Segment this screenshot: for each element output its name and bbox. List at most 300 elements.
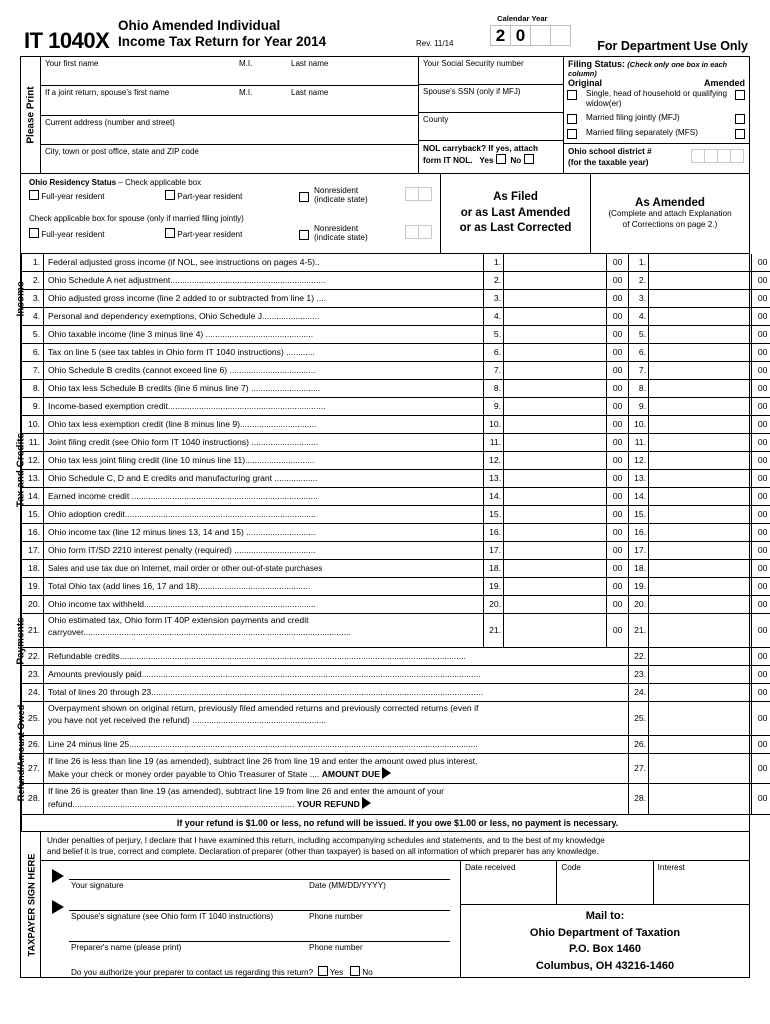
line-number: 15. <box>22 506 44 523</box>
as-amended-input[interactable] <box>649 488 751 505</box>
as-filed-amount-cell[interactable] <box>483 452 628 469</box>
as-amended-line-number: 14. <box>629 488 649 505</box>
as-amended-amount-cell[interactable] <box>628 470 770 487</box>
as-amended-line-number: 5. <box>629 326 649 343</box>
as-filed-amount-cell[interactable] <box>483 272 628 289</box>
as-amended-amount-cell[interactable] <box>628 754 770 783</box>
mfs-amended-checkbox[interactable] <box>735 129 745 139</box>
as-filed-cents: 00 <box>606 254 628 271</box>
as-amended-cents: 00 <box>751 398 770 415</box>
table-row <box>22 784 770 814</box>
table-row <box>22 434 770 452</box>
line-text: Ohio Schedule B credits (cannot exceed line 6) <box>48 365 228 375</box>
line-number: 4. <box>22 308 44 325</box>
as-amended-input[interactable] <box>649 754 751 783</box>
table-row <box>22 326 770 344</box>
filing-status-option-single[interactable] <box>564 89 749 112</box>
line-number: 24. <box>22 684 44 701</box>
first-name-row[interactable] <box>41 57 418 86</box>
line-text: Income-based exemption credit <box>48 401 168 411</box>
as-filed-amount-cell[interactable] <box>483 596 628 613</box>
authorize-preparer-row[interactable] <box>47 960 460 977</box>
as-filed-cents: 00 <box>606 596 628 613</box>
as-filed-amount-cell[interactable] <box>483 362 628 379</box>
as-amended-line-number: 16. <box>629 524 649 541</box>
as-amended-input[interactable] <box>649 702 751 735</box>
table-row <box>22 614 770 648</box>
spouse-partyear-label: Part-year resident <box>177 230 243 239</box>
as-amended-input[interactable] <box>649 362 751 379</box>
line-description <box>44 398 483 415</box>
as-filed-input[interactable] <box>504 308 606 325</box>
table-row <box>22 488 770 506</box>
spouse-state-char-1[interactable] <box>405 225 419 239</box>
as-amended-amount-cell[interactable] <box>628 506 770 523</box>
as-filed-input[interactable] <box>504 290 606 307</box>
as-amended-amount-cell[interactable] <box>628 416 770 433</box>
filing-status-note: (Check only one box in each column) <box>568 60 728 78</box>
table-row <box>22 362 770 380</box>
as-amended-input[interactable] <box>649 596 751 613</box>
spouse-fullyear-checkbox[interactable] <box>29 228 39 238</box>
as-amended-amount-cell[interactable] <box>628 596 770 613</box>
line-number: 5. <box>22 326 44 343</box>
nol-yes-checkbox[interactable] <box>496 154 506 164</box>
as-amended-line-number: 9. <box>629 398 649 415</box>
as-amended-amount-cell[interactable] <box>628 684 770 701</box>
taxpayer-nonresident-label-1: Nonresident <box>314 186 359 195</box>
table-row <box>22 542 770 560</box>
line-description <box>44 578 483 595</box>
as-filed-blank-cell <box>483 754 628 783</box>
as-amended-amount-cell[interactable] <box>628 648 770 665</box>
as-filed-cents: 00 <box>606 344 628 361</box>
as-filed-blank-cell <box>483 648 628 665</box>
as-filed-amount-cell[interactable] <box>483 254 628 271</box>
as-filed-blank-cell <box>483 666 628 683</box>
spouse-partyear-option[interactable] <box>165 228 242 239</box>
as-amended-line-number: 15. <box>629 506 649 523</box>
line-text: Ohio Schedule C, D and E credits and manufacturing grant <box>48 473 273 483</box>
as-filed-amount-cell[interactable] <box>483 470 628 487</box>
signature-rule <box>69 879 450 880</box>
department-use-block <box>461 861 749 977</box>
as-amended-line-number: 25. <box>629 702 649 735</box>
as-amended-amount-cell[interactable] <box>628 272 770 289</box>
mail-to-agency: Ohio Department of Taxation <box>529 926 681 939</box>
as-amended-amount-cell[interactable] <box>628 434 770 451</box>
calendar-year-digit-1[interactable]: 2 <box>490 25 511 46</box>
as-amended-line-number: 11. <box>629 434 649 451</box>
line-number: 8. <box>22 380 44 397</box>
line-dots: .... <box>314 293 327 303</box>
single-original-checkbox[interactable] <box>567 90 577 100</box>
as-filed-amount-cell[interactable] <box>483 416 628 433</box>
as-filed-input[interactable] <box>504 614 606 647</box>
perjury-line-1: Under penalties of perjury, I declare that I have examined this return, including accompanying schedules and statements, and to the best of my knowledge <box>47 836 605 845</box>
as-filed-amount-cell[interactable] <box>483 614 628 647</box>
line-description <box>44 416 483 433</box>
as-filed-cents: 00 <box>606 524 628 541</box>
filing-status-option-mfj[interactable] <box>564 113 749 128</box>
line-dots: ................................................................................................................................................. <box>119 651 466 661</box>
as-amended-input[interactable] <box>649 648 751 665</box>
line-number: 1. <box>22 254 44 271</box>
as-filed-input[interactable] <box>504 398 606 415</box>
spouse-state-boxes[interactable] <box>405 225 431 239</box>
school-district-row[interactable] <box>564 143 749 173</box>
taxpayer-info-section <box>20 56 750 174</box>
calendar-year-digit-2[interactable]: 0 <box>510 25 531 46</box>
as-amended-amount-cell[interactable] <box>628 452 770 469</box>
line-text: Refundable credits <box>48 651 120 661</box>
address-row[interactable] <box>41 116 418 145</box>
as-filed-amount-cell[interactable] <box>483 380 628 397</box>
line-description <box>44 434 483 451</box>
as-filed-line-number: 6. <box>484 344 504 361</box>
spouse-residency-note: Check applicable box for spouse (only if married filing jointly) <box>29 214 244 223</box>
as-filed-input[interactable] <box>504 596 606 613</box>
taxpayer-fullyear-option[interactable] <box>29 190 105 201</box>
as-filed-amount-cell[interactable] <box>483 560 628 577</box>
section-income-label: Income <box>15 280 27 317</box>
spouse-nonresident-checkbox[interactable] <box>299 230 309 240</box>
line-description <box>44 344 483 361</box>
as-amended-line-number: 8. <box>629 380 649 397</box>
spouse-nonresident-label-2: (indicate state) <box>314 233 368 243</box>
as-filed-cents: 00 <box>606 470 628 487</box>
line-description <box>44 784 483 814</box>
as-amended-input[interactable] <box>649 254 751 271</box>
school-district-label-1: Ohio school district # <box>568 146 652 156</box>
taxpayer-nonresident-label-2: (indicate state) <box>314 195 368 205</box>
as-amended-input[interactable] <box>649 380 751 397</box>
mail-to-label: Mail to: <box>585 910 625 923</box>
as-amended-amount-cell[interactable] <box>628 344 770 361</box>
line-number: 2. <box>22 272 44 289</box>
table-row <box>22 452 770 470</box>
mfs-original-checkbox[interactable] <box>567 129 577 139</box>
as-filed-line-number: 14. <box>484 488 504 505</box>
single-amended-checkbox[interactable] <box>735 90 745 100</box>
nol-carryback-row[interactable] <box>419 141 563 173</box>
mfj-amended-checkbox[interactable] <box>735 114 745 124</box>
as-amended-amount-cell[interactable] <box>628 308 770 325</box>
preparer-name-line[interactable] <box>47 929 460 960</box>
taxpayer-sign-sidebar <box>21 832 41 977</box>
signature-fields <box>41 861 461 977</box>
as-filed-input[interactable] <box>504 380 606 397</box>
taxpayer-fullyear-checkbox[interactable] <box>29 190 39 200</box>
as-filed-blank-cell <box>483 702 628 735</box>
nol-yes-label: Yes <box>479 156 494 166</box>
as-amended-input[interactable] <box>649 666 751 683</box>
interest-label: Interest <box>657 863 685 873</box>
your-signature-line[interactable] <box>47 867 460 898</box>
interest-cell[interactable] <box>654 861 749 904</box>
as-amended-amount-cell[interactable] <box>628 380 770 397</box>
mi-label-2: M.I. <box>239 88 253 98</box>
as-filed-blank-cell <box>483 736 628 753</box>
line-dots: .................................................................. <box>167 401 326 411</box>
as-amended-amount-cell[interactable] <box>628 578 770 595</box>
as-amended-amount-cell[interactable] <box>628 362 770 379</box>
code-cell[interactable] <box>557 861 653 904</box>
table-row <box>22 254 770 272</box>
residency-spouse-row[interactable] <box>27 226 440 248</box>
as-filed-input[interactable] <box>504 254 606 271</box>
line-text: Ohio income tax (line 12 minus lines 13, 14 and 15) <box>48 527 244 537</box>
line-number: 19. <box>22 578 44 595</box>
county-row[interactable] <box>419 113 563 141</box>
table-row <box>22 596 770 614</box>
taxpayer-nonresident-option[interactable] <box>299 186 368 205</box>
as-amended-amount-cell[interactable] <box>628 736 770 753</box>
as-filed-amount-cell[interactable] <box>483 488 628 505</box>
table-row <box>22 648 770 666</box>
spouse-partyear-checkbox[interactable] <box>165 228 175 238</box>
line-description <box>44 362 483 379</box>
as-amended-input[interactable] <box>649 684 751 701</box>
department-fields-row <box>461 861 749 905</box>
as-amended-line-number: 12. <box>629 452 649 469</box>
spouse-first-name-row[interactable] <box>41 86 418 115</box>
as-filed-line-number: 20. <box>484 596 504 613</box>
as-amended-input[interactable] <box>649 560 751 577</box>
as-amended-input[interactable] <box>649 614 751 647</box>
signature-body <box>41 832 749 977</box>
as-filed-amount-cell[interactable] <box>483 344 628 361</box>
spouse-state-char-2[interactable] <box>418 225 432 239</box>
as-filed-input[interactable] <box>504 434 606 451</box>
as-amended-input[interactable] <box>649 506 751 523</box>
calendar-year-digit-4[interactable] <box>550 25 571 46</box>
taxpayer-nonresident-checkbox[interactable] <box>299 192 309 202</box>
line-text: If line 26 is less than line 19 (as amended), subtract line 26 from line 19 and enter the amount owed plus interest. Make your check or money order payable to Ohio Treasurer of State .... <box>48 756 478 780</box>
as-amended-input[interactable] <box>649 434 751 451</box>
as-filed-input[interactable] <box>504 344 606 361</box>
as-amended-input[interactable] <box>649 398 751 415</box>
as-amended-cents: 00 <box>751 326 770 343</box>
residency-title-rest: – Check applicable box <box>118 178 202 187</box>
line-text: Ohio income tax withheld <box>48 599 145 609</box>
authorize-yes-label: Yes <box>329 968 344 978</box>
as-filed-blank-cell <box>483 784 628 814</box>
line-number: 23. <box>22 666 44 683</box>
date-received-cell[interactable] <box>461 861 557 904</box>
perjury-line-2: and belief it is true, correct and complete. Declaration of preparer (other than taxpayer) is based on all information of which preparer has any knowledge. <box>47 847 599 857</box>
as-amended-input[interactable] <box>649 326 751 343</box>
table-row <box>22 754 770 784</box>
as-filed-input[interactable] <box>504 326 606 343</box>
line-description <box>44 560 483 577</box>
as-amended-amount-cell[interactable] <box>628 524 770 541</box>
as-amended-line-number: 19. <box>629 578 649 595</box>
taxpayer-partyear-option[interactable] <box>165 190 242 201</box>
nol-no-label: No <box>510 156 522 166</box>
as-amended-input[interactable] <box>649 524 751 541</box>
as-filed-amount-cell[interactable] <box>483 308 628 325</box>
authorize-yes-checkbox[interactable] <box>318 966 328 976</box>
as-amended-input[interactable] <box>649 416 751 433</box>
as-filed-cents: 00 <box>606 272 628 289</box>
line-description <box>44 290 483 307</box>
as-amended-amount-cell[interactable] <box>628 326 770 343</box>
school-district-boxes[interactable] <box>691 149 743 163</box>
line-text: Amounts previously paid <box>48 669 142 679</box>
name-address-column <box>41 57 419 173</box>
line-number: 18. <box>22 560 44 577</box>
as-filed-input[interactable] <box>504 416 606 433</box>
table-row <box>22 524 770 542</box>
table-row <box>22 666 770 684</box>
as-amended-cents: 00 <box>751 578 770 595</box>
calendar-year-boxes[interactable] <box>490 25 570 46</box>
section-tax-credits-label: Tax and Credits <box>15 432 27 507</box>
spouse-fullyear-option[interactable] <box>29 228 105 239</box>
taxpayer-state-boxes[interactable] <box>405 187 431 201</box>
nol-line1: NOL carryback? If yes, attach <box>423 144 538 153</box>
nol-no-checkbox[interactable] <box>524 154 534 164</box>
as-filed-line-number: 8. <box>484 380 504 397</box>
residency-title-bold: Ohio Residency Status <box>29 178 117 187</box>
as-amended-cents: 00 <box>751 648 770 665</box>
school-district-digit-3[interactable] <box>717 149 731 163</box>
as-filed-amount-cell[interactable] <box>483 326 628 343</box>
as-amended-amount-cell[interactable] <box>628 702 770 735</box>
as-amended-cents: 00 <box>751 524 770 541</box>
line-dots: .............................................................................. <box>129 491 318 501</box>
line-dots: ............ <box>283 347 315 357</box>
as-amended-cents: 00 <box>751 470 770 487</box>
as-filed-amount-cell[interactable] <box>483 578 628 595</box>
line-description <box>44 452 483 469</box>
as-amended-line-number: 6. <box>629 344 649 361</box>
as-amended-cents: 00 <box>751 542 770 559</box>
as-amended-amount-cell[interactable] <box>628 290 770 307</box>
as-amended-amount-cell[interactable] <box>628 488 770 505</box>
as-amended-input[interactable] <box>649 470 751 487</box>
taxpayer-partyear-checkbox[interactable] <box>165 190 175 200</box>
as-amended-amount-cell[interactable] <box>628 542 770 559</box>
as-amended-input[interactable] <box>649 578 751 595</box>
as-filed-input[interactable] <box>504 488 606 505</box>
as-amended-amount-cell[interactable] <box>628 614 770 647</box>
school-district-digit-2[interactable] <box>704 149 718 163</box>
line-dots: .................................... <box>227 365 316 375</box>
city-state-zip-row[interactable] <box>41 145 418 173</box>
as-amended-amount-cell[interactable] <box>628 254 770 271</box>
as-amended-input[interactable] <box>649 542 751 559</box>
spouse-ssn-row[interactable] <box>419 85 563 113</box>
as-amended-input[interactable] <box>649 308 751 325</box>
as-amended-amount-cell[interactable] <box>628 398 770 415</box>
as-filed-line-number: 15. <box>484 506 504 523</box>
ssn-row[interactable] <box>419 57 563 85</box>
mi-label-1: M.I. <box>239 59 253 68</box>
as-amended-input[interactable] <box>649 736 751 753</box>
as-amended-input[interactable] <box>649 452 751 469</box>
as-filed-line-number: 19. <box>484 578 504 595</box>
filing-status-option-mfs[interactable] <box>564 128 749 143</box>
line-number: 11. <box>22 434 44 451</box>
school-district-digit-1[interactable] <box>691 149 705 163</box>
your-refund-emphasis: YOUR REFUND <box>296 799 360 810</box>
code-label: Code <box>561 863 581 873</box>
residency-taxpayer-row[interactable] <box>27 188 440 210</box>
calendar-year-digit-3[interactable] <box>530 25 551 46</box>
school-district-digit-4[interactable] <box>730 149 744 163</box>
as-filed-line3: or as Last Corrected <box>459 222 572 235</box>
as-filed-input[interactable] <box>504 362 606 379</box>
filing-status-title: Filing Status: <box>568 59 625 69</box>
mfj-original-checkbox[interactable] <box>567 114 577 124</box>
nol-line2: form IT NOL. <box>423 156 473 166</box>
taxpayer-state-char-2[interactable] <box>418 187 432 201</box>
as-filed-input[interactable] <box>504 506 606 523</box>
form-title-line2: Income Tax Return for Year 2014 <box>118 33 327 49</box>
as-filed-amount-cell[interactable] <box>483 398 628 415</box>
as-filed-amount-cell[interactable] <box>483 524 628 541</box>
as-filed-amount-cell[interactable] <box>483 434 628 451</box>
spouse-nonresident-option[interactable] <box>299 224 368 243</box>
mfj-option-label: Married filing jointly (MFJ) <box>586 112 680 122</box>
as-filed-input[interactable] <box>504 542 606 559</box>
as-amended-input[interactable] <box>649 290 751 307</box>
authorize-no-checkbox[interactable] <box>350 966 360 976</box>
as-filed-input[interactable] <box>504 524 606 541</box>
as-filed-amount-cell[interactable] <box>483 290 628 307</box>
as-filed-input[interactable] <box>504 578 606 595</box>
as-filed-amount-cell[interactable] <box>483 542 628 559</box>
your-signature-label: Your signature <box>71 881 124 891</box>
as-amended-cents: 00 <box>751 666 770 683</box>
as-amended-cents: 00 <box>751 434 770 451</box>
as-filed-cents: 00 <box>606 452 628 469</box>
as-filed-input[interactable] <box>504 560 606 577</box>
as-amended-title: As Amended <box>635 196 705 209</box>
as-filed-cents: 00 <box>606 434 628 451</box>
form-title <box>118 18 326 50</box>
as-amended-amount-cell[interactable] <box>628 784 770 814</box>
line-text: Ohio tax less joint filing credit (line 10 minus line 11) <box>48 455 246 465</box>
as-amended-line-number: 13. <box>629 470 649 487</box>
as-filed-input[interactable] <box>504 470 606 487</box>
as-amended-input[interactable] <box>649 784 751 814</box>
ssn-column <box>419 57 564 173</box>
as-amended-input[interactable] <box>649 272 751 289</box>
line-dots: .................................................................................................................................................. <box>129 739 478 749</box>
line-text: Total Ohio tax (add lines 16, 17 and 18) <box>48 581 199 591</box>
as-filed-input[interactable] <box>504 452 606 469</box>
as-filed-amount-cell[interactable] <box>483 506 628 523</box>
line-items-body <box>22 254 770 831</box>
as-filed-cents: 00 <box>606 614 628 647</box>
revision-date: Rev. 11/14 <box>416 39 454 48</box>
line-description <box>44 754 483 783</box>
as-filed-blank-cell <box>483 684 628 701</box>
as-amended-amount-cell[interactable] <box>628 666 770 683</box>
as-amended-input[interactable] <box>649 344 751 361</box>
taxpayer-state-char-1[interactable] <box>405 187 419 201</box>
as-filed-input[interactable] <box>504 272 606 289</box>
line-description <box>44 380 483 397</box>
city-state-zip-label: City, town or post office, state and ZIP code <box>45 146 199 156</box>
spouse-signature-line[interactable] <box>47 898 460 929</box>
residency-status-section <box>21 174 441 253</box>
as-amended-amount-cell[interactable] <box>628 560 770 577</box>
line-number: 17. <box>22 542 44 559</box>
